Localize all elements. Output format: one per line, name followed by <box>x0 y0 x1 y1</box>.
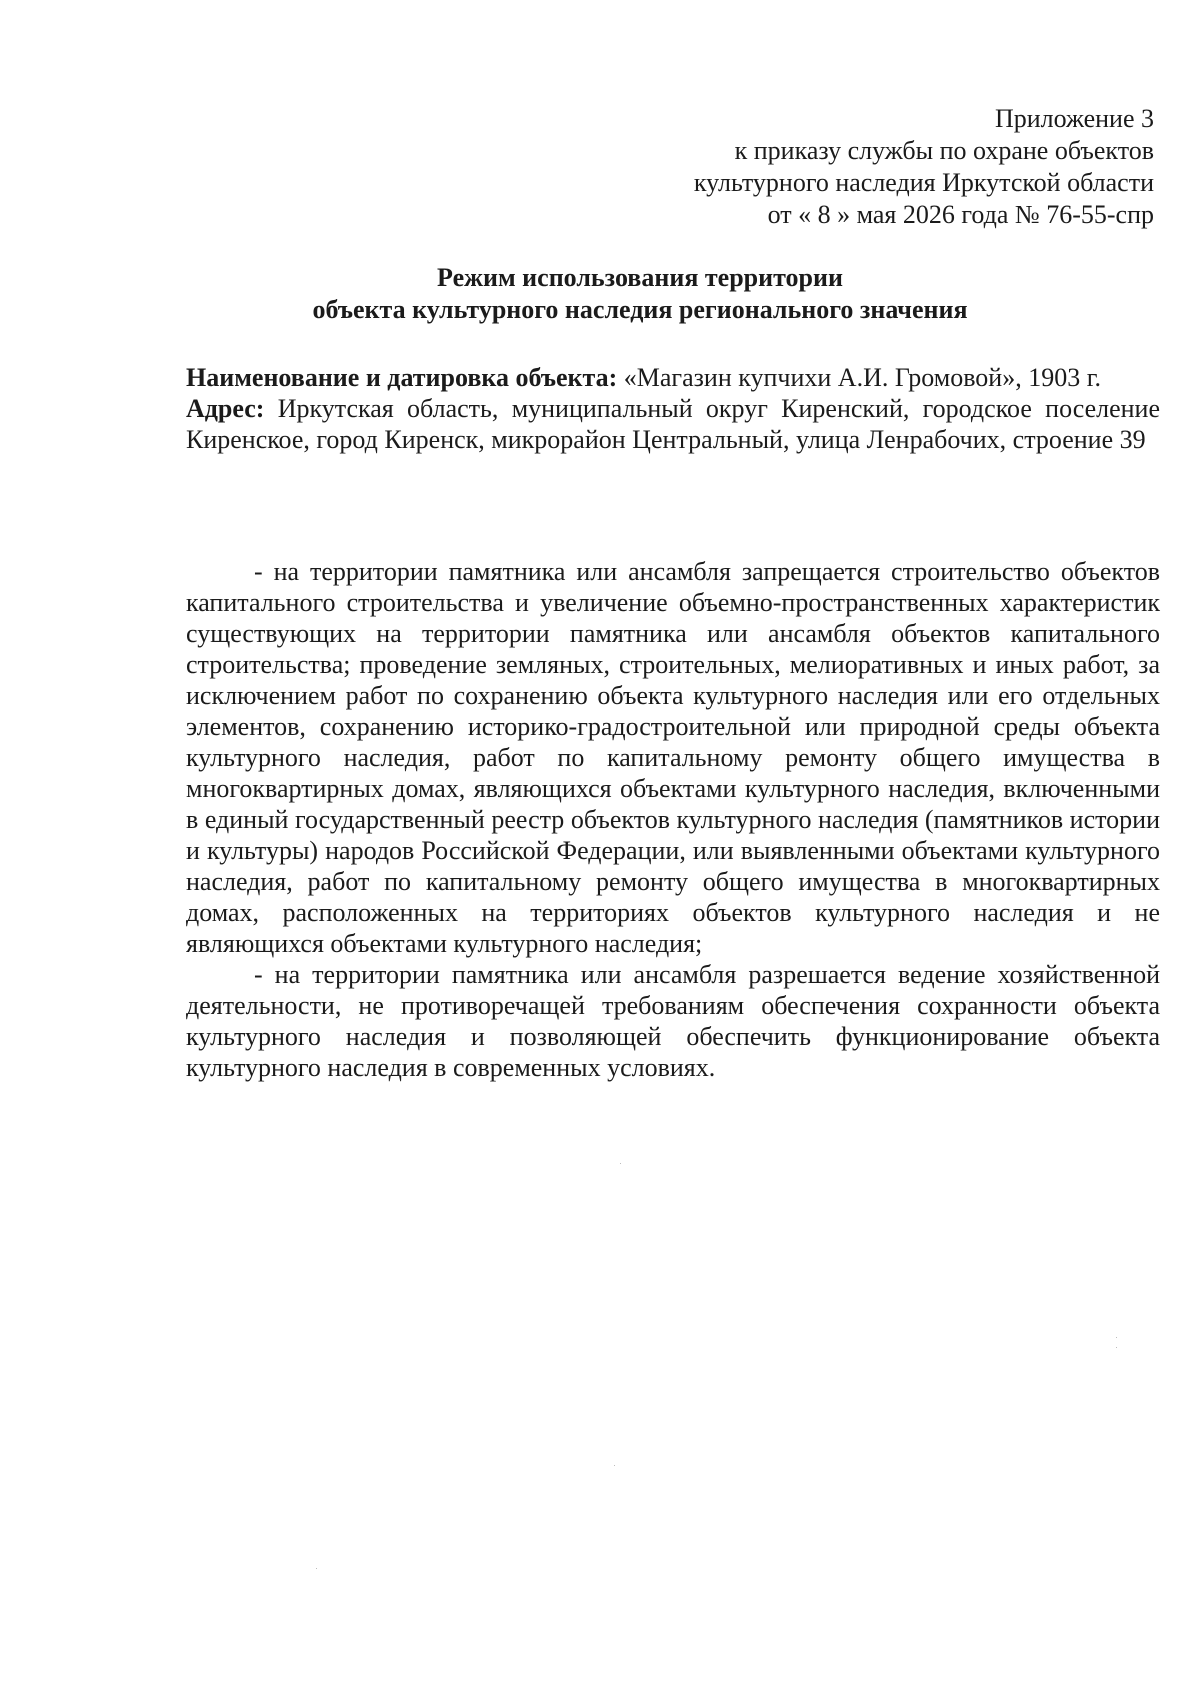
object-name-value: «Магазин купчихи А.И. Громовой», 1903 г. <box>623 363 1101 392</box>
scan-speck <box>1116 1337 1117 1338</box>
appendix-order-reference: к приказу службы по охране объектов <box>734 136 1154 165</box>
usage-rules <box>186 556 1160 1083</box>
scan-speck <box>620 1163 621 1164</box>
object-address-paragraph <box>186 393 1160 455</box>
scan-speck <box>1116 1347 1117 1348</box>
rule-prohibited: - на территории памятника или ансамбля запрещается строительство объектов капитального строительства и увеличение объемно-пространственных характеристик существующих на территории памятника или ансамбля объектов капитального строительства; проведение земляных, строительных, мелиоративных и иных работ, за исключением работ по сохранению объекта культурного наследия или его отдельных элементов, сохранению историко-градостроительной или природной среды объекта культурного наследия, работ по капитальному ремонту общего имущества в многоквартирных домах, являющихся объектами культурного наследия, включенными в единый государственный реестр объектов культурного наследия (памятников истории и культуры) народов Российской Федерации, или выявленными объектами культурного наследия, работ по капитальному ремонту общего имущества в многоквартирных домах, расположенных на территориях объектов культурного наследия и не являющихся объектами культурного наследия; <box>186 557 1160 958</box>
scan-speck <box>316 1568 317 1569</box>
scan-speck <box>614 1465 615 1466</box>
document-title <box>150 262 1130 326</box>
object-name-label: Наименование и датировка объекта: <box>186 363 618 392</box>
rule-permitted: - на территории памятника или ансамбля разрешается ведение хозяйственной деятельности, не противоречащей требованиям обеспечения сохранности объекта культурного наследия и позволяющей обеспечить функционирование объекта культурного наследия в современных условиях. <box>186 960 1160 1082</box>
title-line-1: Режим использования территории <box>437 263 843 292</box>
object-address-value: Иркутская область, муниципальный округ Киренский, городское поселение Киренское, город Киренск, микрорайон Центральный, улица Ленрабочих, строение 39 <box>186 394 1161 454</box>
object-address-label: Адрес: <box>186 394 265 423</box>
object-details <box>186 362 1160 455</box>
title-line-2: объекта культурного наследия регионального значения <box>312 295 968 324</box>
appendix-order-date: от « 8 » мая 2026 года № 76-55-спр <box>767 200 1154 229</box>
appendix-header <box>694 103 1154 231</box>
appendix-issuing-authority: культурного наследия Иркутской области <box>693 168 1154 197</box>
appendix-number: Приложение 3 <box>994 104 1154 133</box>
object-name-paragraph <box>186 362 1160 393</box>
